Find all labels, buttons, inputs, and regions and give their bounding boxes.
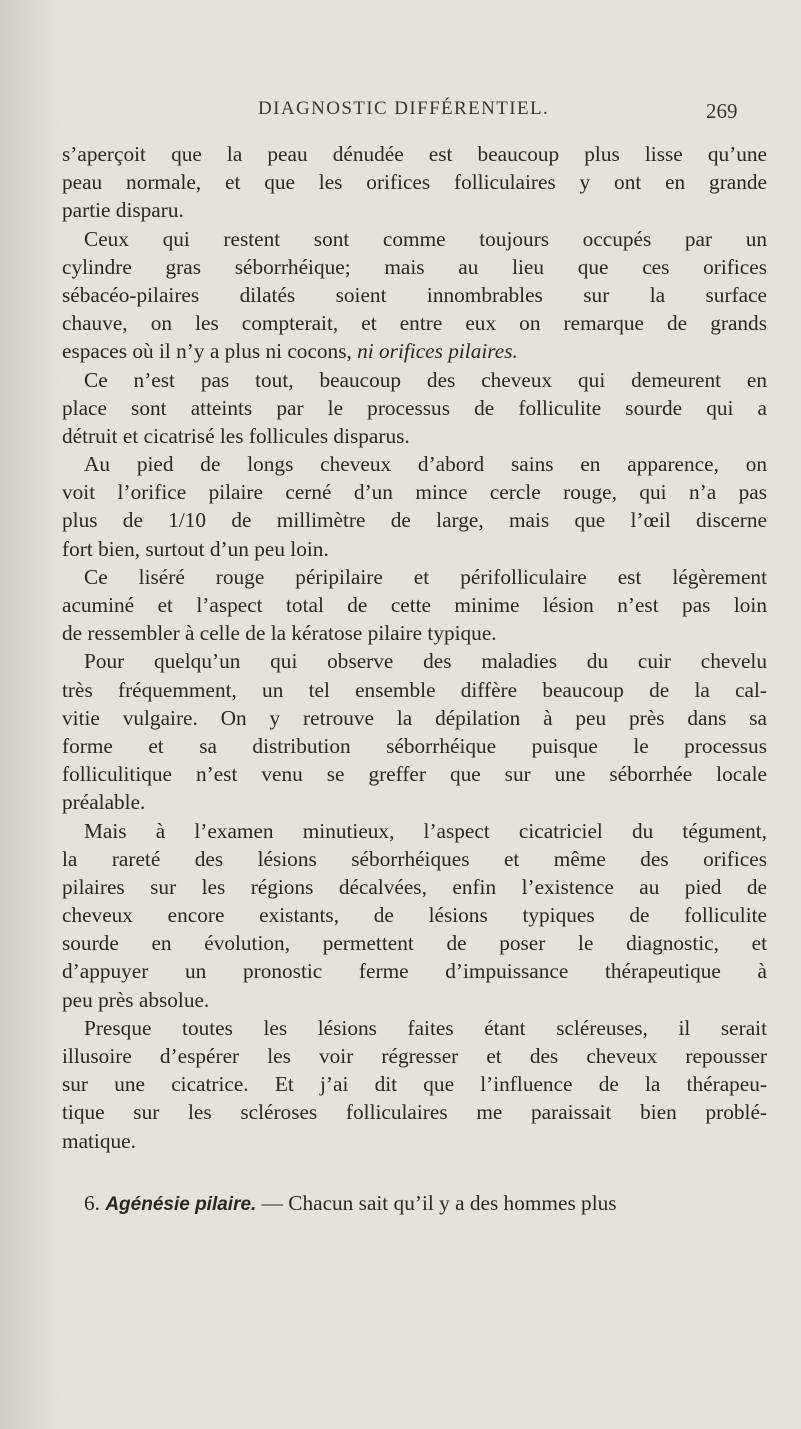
text-line: la rareté des lésions séborrhéiques et même des orifices — [62, 846, 767, 871]
text-line: peau normale, et que les orifices folliculaires y ont en grande — [62, 170, 767, 195]
text-segment: espaces où il n’y a plus ni cocons, — [62, 339, 358, 364]
text-line: de ressembler à celle de la kératose pilaire typique. — [62, 621, 497, 646]
text-line: très fréquemment, un tel ensemble diffère beaucoup de la cal- — [62, 677, 767, 702]
page-number: 269 — [706, 99, 738, 123]
text-line: folliculitique n’est venu se greffer que sur une séborrhée locale — [62, 762, 767, 787]
text-line: vitie vulgaire. On y retrouve la dépilation à peu près dans sa — [62, 705, 767, 730]
text-line: cheveux encore existants, de lésions typiques de folliculite — [62, 903, 767, 928]
running-header — [0, 98, 801, 128]
text-line: tique sur les scléroses folliculaires me paraissait bien problé- — [62, 1100, 767, 1125]
body-text — [62, 140, 767, 1217]
page-edge-shadow — [0, 0, 60, 1429]
text-line: Mais à l’examen minutieux, l’aspect cicatriciel du tégument, — [84, 818, 767, 843]
text-line: matique. — [62, 1128, 136, 1153]
text-line: peu près absolue. — [62, 987, 210, 1012]
text-line: illusoire d’espérer les voir régresser et des cheveux repousser — [62, 1044, 767, 1068]
section-title: Agénésie pilaire. — [105, 1193, 257, 1215]
text-line: forme et sa distribution séborrhéique puisque le processus — [62, 733, 767, 758]
running-title: DIAGNOSTIC DIFFÉRENTIEL. — [258, 98, 550, 119]
text-line: d’appuyer un pronostic ferme d’impuissance thérapeutique à — [62, 959, 767, 984]
text-line: Ce liséré rouge péripilaire et périfolliculaire est légèrement — [84, 564, 767, 589]
text-line: sébacéo-pilaires dilatés soient innombrables sur la surface — [62, 282, 767, 307]
text-line: acuminé et l’aspect total de cette minime lésion n’est pas loin — [62, 593, 767, 617]
section-number: 6. — [84, 1190, 100, 1215]
text-line: sourde en évolution, permettent de poser le diagnostic, et — [62, 931, 767, 956]
text-line: plus de 1/10 de millimètre de large, mais que l’œil discerne — [62, 508, 767, 533]
text-line: Au pied de longs cheveux d’abord sains en apparence, on — [84, 452, 767, 477]
text-line: place sont atteints par le processus de folliculite sourde qui a — [62, 395, 767, 420]
text-line: voit l’orifice pilaire cerné d’un mince cercle rouge, qui n’a pas — [62, 480, 767, 505]
section-heading-line — [62, 1189, 767, 1217]
text-line: préalable. — [62, 790, 146, 815]
text-line — [62, 337, 767, 365]
text-line: chauve, on les compterait, et entre eux on remarque de grands — [62, 311, 767, 336]
section-text: — Chacun sait qu’il y a des hommes plus — [256, 1190, 617, 1215]
text-line: s’aperçoit que la peau dénudée est beaucoup plus lisse qu’une — [62, 142, 767, 166]
text-line: cylindre gras séborrhéique; mais au lieu que ces orifices — [62, 254, 767, 279]
text-line: Pour quelqu’un qui observe des maladies du cuir chevelu — [84, 649, 767, 674]
text-line: Presque toutes les lésions faites étant scléreuses, il serait — [84, 1015, 767, 1040]
text-line: fort bien, surtout d’un peu loin. — [62, 536, 329, 561]
section-gap — [62, 1155, 767, 1189]
text-line: Ce n’est pas tout, beaucoup des cheveux qui demeurent en — [84, 367, 767, 392]
text-line: Ceux qui restent sont comme toujours occupés par un — [84, 226, 767, 251]
italic-emphasis: ni orifices pilaires. — [357, 339, 518, 364]
text-line: sur une cicatrice. Et j’ai dit que l’influence de la thérapeu- — [62, 1072, 767, 1097]
text-line: partie disparu. — [62, 198, 184, 223]
text-line: détruit et cicatrisé les follicules disparus. — [62, 423, 410, 448]
text-line: pilaires sur les régions décalvées, enfin l’existence au pied de — [62, 874, 767, 899]
